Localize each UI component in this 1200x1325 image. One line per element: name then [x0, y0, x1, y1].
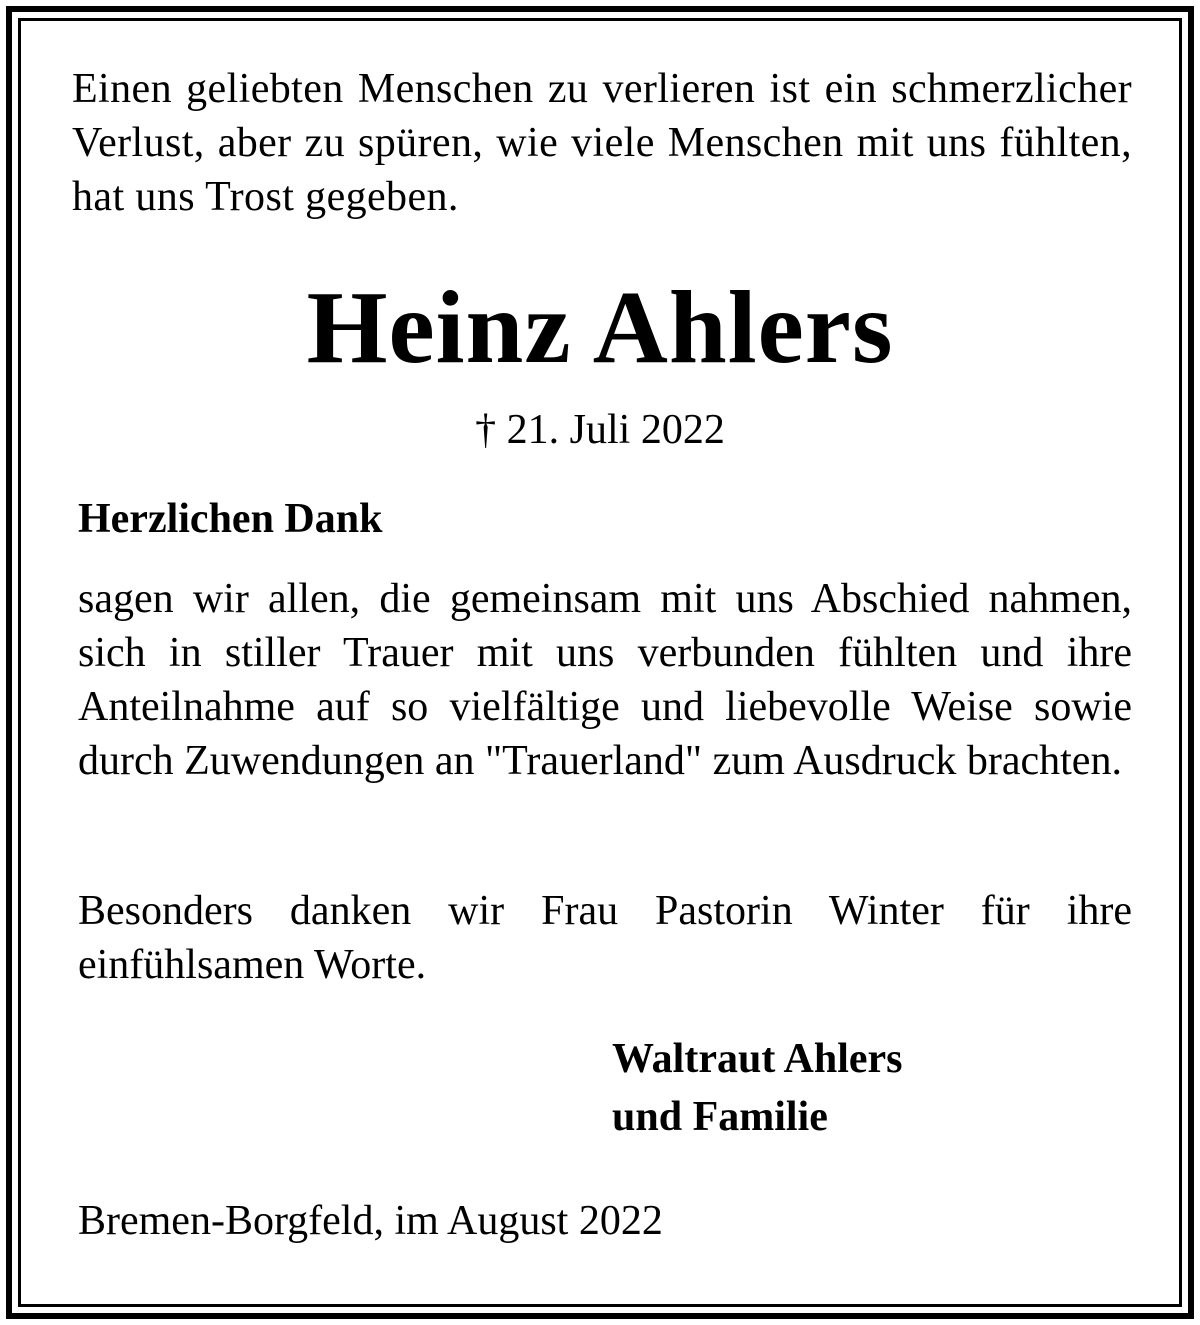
signature-block — [612, 1030, 903, 1146]
death-date: † 21. Juli 2022 — [475, 407, 725, 453]
intro-text: Einen geliebten Menschen zu verlieren ist ein schmerzlicher Verlust, aber zu spüren, wie viele Menschen mit uns fühlten, hat uns Trost gegeben. — [72, 66, 1132, 220]
deceased-name: Heinz Ahlers — [306, 270, 894, 385]
signature-family: und Familie — [612, 1094, 828, 1140]
thanks-body: sagen wir allen, die gemeinsam mit uns Abschied nahmen, sich in stiller Trauer mit uns verbunden fühlten und ihre Anteilnahme auf so vielfältige und liebevolle Weise sowie durch Zuwendungen an "Trauerland" zum Ausdruck brachten. — [78, 576, 1132, 784]
thanks-heading: Herzlichen Dank — [78, 496, 383, 542]
pastor-thanks: Besonders danken wir Frau Pastorin Winter für ihre einfühlsamen Worte. — [78, 888, 1132, 988]
place-and-date: Bremen-Borgfeld, im August 2022 — [78, 1198, 663, 1244]
signature-name: Waltraut Ahlers — [612, 1036, 903, 1082]
